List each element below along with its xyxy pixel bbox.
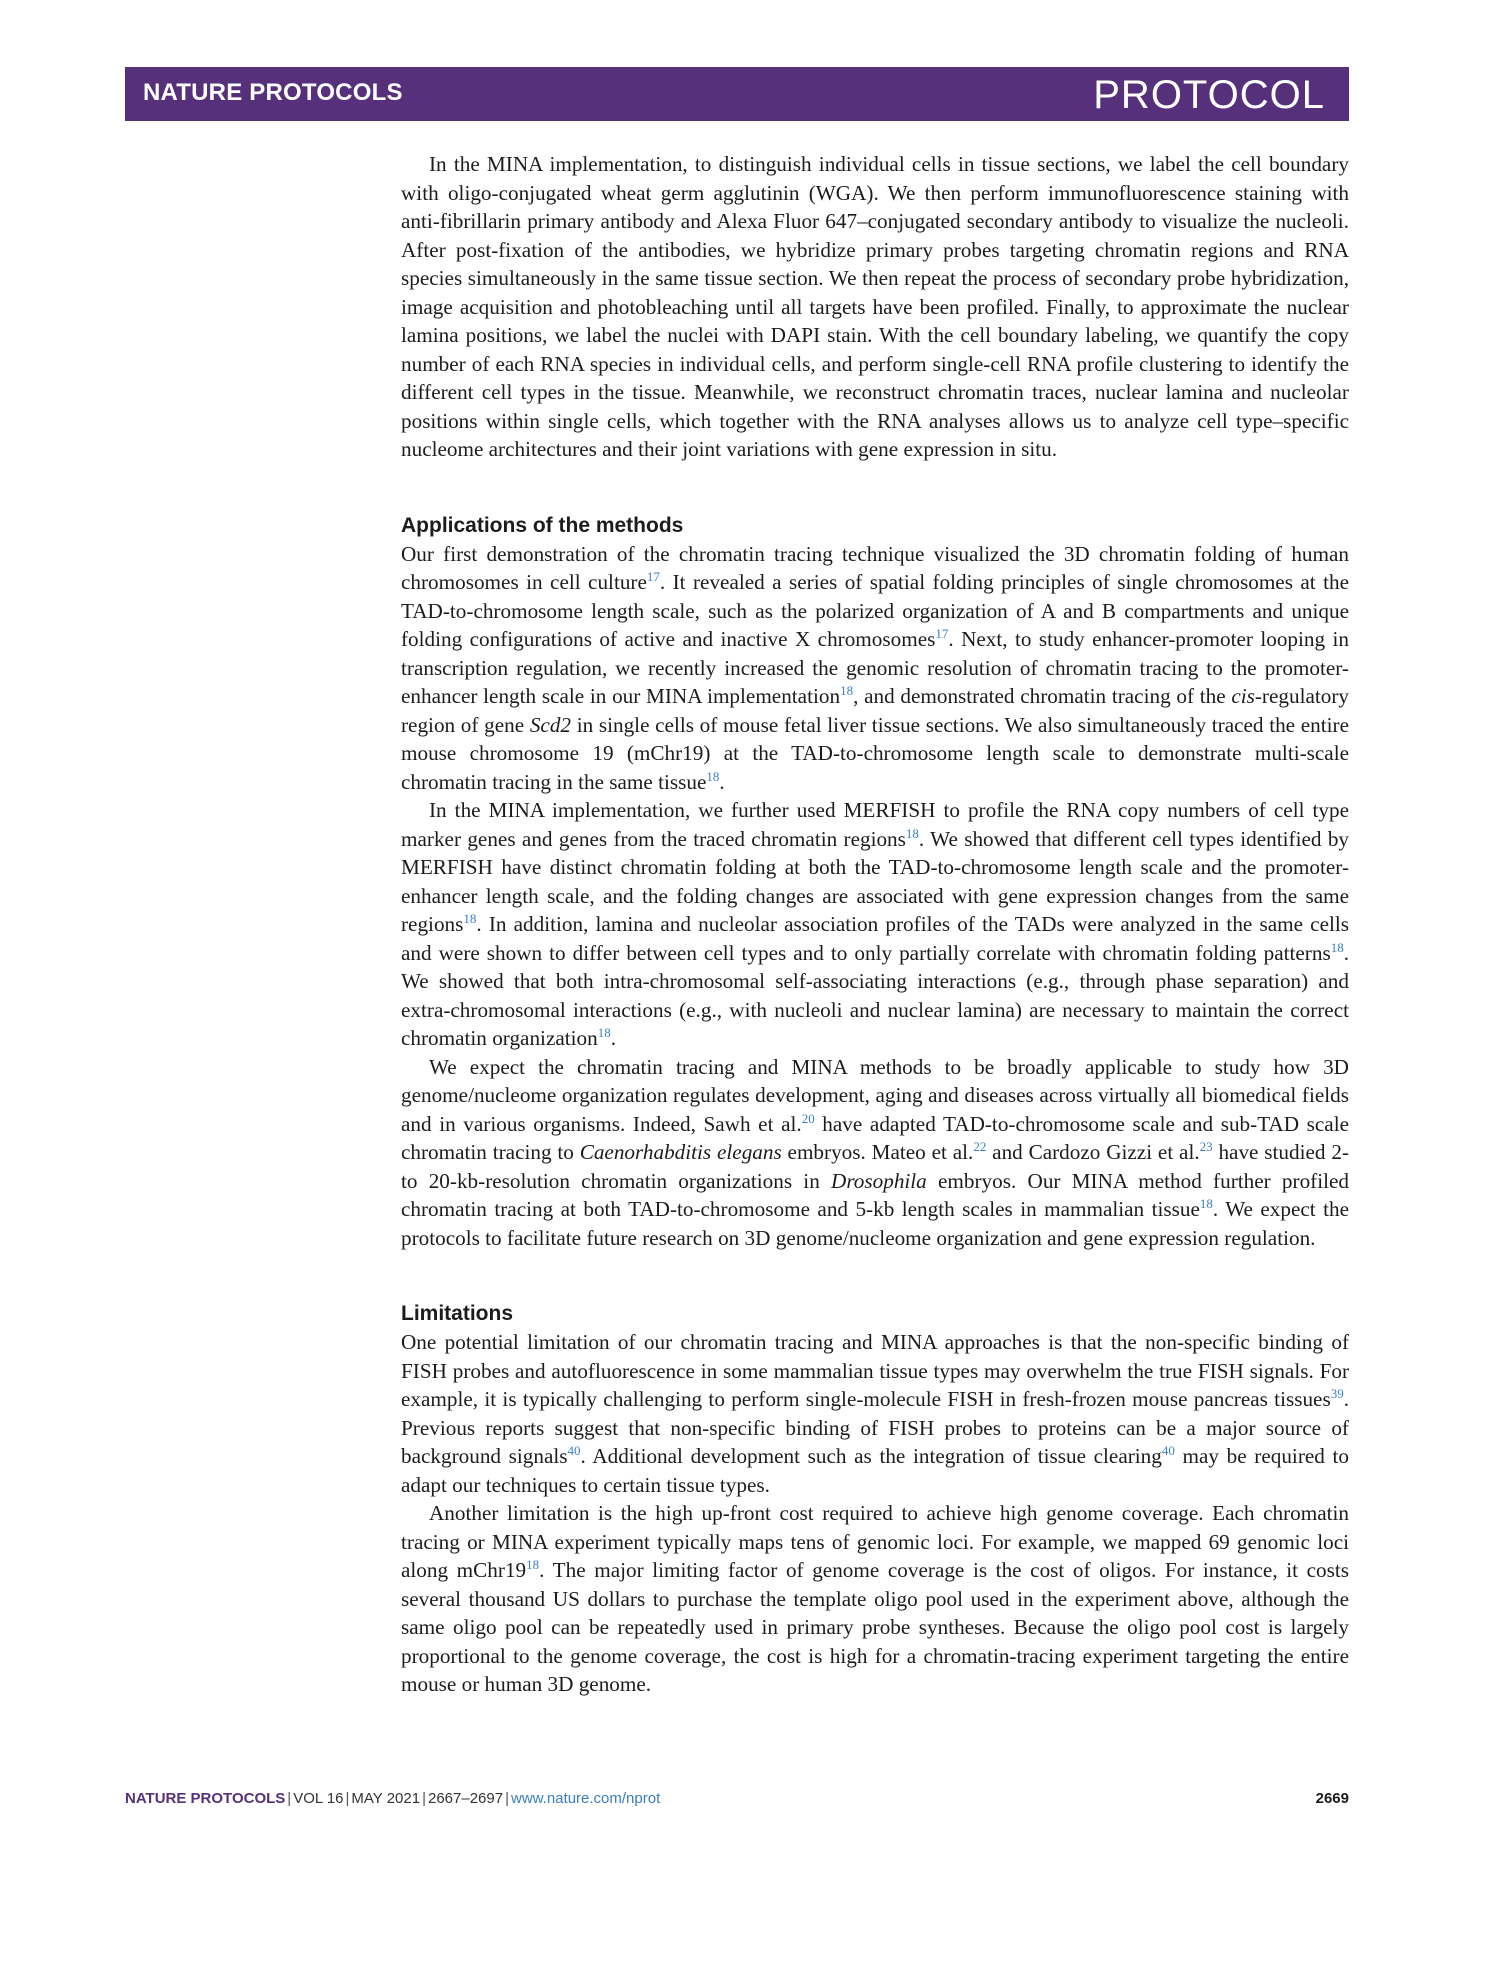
citation-link[interactable]: 22 <box>973 1139 987 1154</box>
footer-journal-name: NATURE PROTOCOLS <box>125 1790 286 1807</box>
applications-paragraph-2: In the MINA implementation, we further used MERFISH to profile the RNA copy numbers of cell type marker genes and genes from the traced chromatin regions$^{18}$. We showed that different cell types identified by MERFISH have distinct chromatin folding at both the TAD-to-chromosome length scale and the promoter-enhancer length scale, and the folding changes are associated with gene expression changes from the same regions$^{18}$. In addition, lamina and nucleolar association profiles of the TADs were analyzed in the same cells and were shown to differ between cell types and to only partially correlate with chromatin folding patterns$^{18}$. We showed that both intra-chromosomal self-associating interactions (e.g., through phase separation) and extra-chromosomal interactions (e.g., with nucleoli and nuclear lamina) are necessary to maintain the correct chromatin organization$^{18}$. <box>401 798 1350 1050</box>
citation-link[interactable]: 18 <box>597 1025 611 1040</box>
citation-link[interactable]: 18 <box>840 683 854 698</box>
citation-link[interactable]: 17 <box>935 626 949 641</box>
applications-paragraph-1: Our first demonstration of the chromatin tracing technique visualized the 3D chromatin folding of human chromosomes in cell culture$^{17}$. It revealed a series of spatial folding principles of single chromosomes at the TAD-to-chromosome length scale, such as the polarized organization of A and B compartments and unique folding configurations of active and inactive X chromosomes$^{17}$. Next, to study enhancer-promoter looping in transcription regulation, we recently increased the genomic resolution of chromatin tracing to the promoter-enhancer length scale in our MINA implementation$^{18}$, and demonstrated chromatin tracing of the cis-regulatory region of gene Scd2 in single cells of mouse fetal liver tissue sections. We also simultaneously traced the entire mouse chromosome 19 (mChr19) at the TAD-to-chromosome length scale to demonstrate multi-scale chromatin tracing in the same tissue$^{18}$. <box>401 541 1350 794</box>
limitations-heading: Limitations <box>401 1302 514 1325</box>
citation-link[interactable]: 18 <box>1199 1196 1213 1211</box>
footer-volume: VOL 16 <box>293 1790 344 1807</box>
citation-link[interactable]: 18 <box>905 825 919 841</box>
citation-link[interactable]: 17 <box>646 569 660 584</box>
citation-link[interactable]: 18 <box>706 768 720 784</box>
citation-link[interactable]: 18 <box>463 911 477 926</box>
footer-page-range: 2667–2697 <box>428 1790 504 1807</box>
footer-date: MAY 2021 <box>351 1790 421 1807</box>
citation-link[interactable]: 18 <box>1330 939 1344 955</box>
footer-url-link[interactable]: www.nature.com/nprot <box>511 1790 661 1807</box>
article-body <box>401 150 1349 1699</box>
applications-heading: Applications of the methods <box>401 513 684 537</box>
citation-link[interactable]: 40 <box>1161 1443 1175 1458</box>
citation-link[interactable]: 20 <box>801 1110 815 1126</box>
citation-link[interactable]: 40 <box>567 1443 581 1458</box>
page-number: 2669 <box>1315 1790 1349 1807</box>
citation-link[interactable]: 18 <box>526 1557 540 1572</box>
section-label: PROTOCOL <box>1093 73 1325 117</box>
journal-name: NATURE PROTOCOLS <box>143 79 403 106</box>
limitations-paragraph-2: Another limitation is the high up-front cost required to achieve high genome coverage. Each chromatin tracing or MINA experiment typically maps tens of genomic loci. For example, we mapped 69 genomic loci along mChr19$^{18}$. The major limiting factor of genome coverage is the cost of oligos. For instance, it costs several thousand US dollars to purchase the template oligo pool used in the experiment above, although the same oligo pool can be repeatedly used in primary probe syntheses. Because the oligo pool cost is largely proportional to the genome coverage, the cost is high for a chromatin-tracing experiment targeting the entire mouse or human 3D genome. <box>401 1501 1349 1696</box>
journal-header-bar <box>125 67 1349 121</box>
citation-link[interactable]: 23 <box>1199 1139 1213 1154</box>
citation-link[interactable]: 39 <box>1330 1386 1344 1401</box>
page-footer: NATURE PROTOCOLS | VOL 16 | MAY 2021 | 2667–2697 | www.nature.com/nprot 2669 <box>125 1790 1349 1807</box>
intro-paragraph: In the MINA implementation, to distinguish individual cells in tissue sections, we label the cell boundary with oligo-conjugated wheat germ agglutinin (WGA). We then perform immunofluorescence staining with anti-fibrillarin primary antibody and Alexa Fluor 647–conjugated secondary antibody to visualize the nucleoli. After post-fixation of the antibodies, we hybridize primary probes targeting chromatin regions and RNA species simultaneously in the same tissue section. We then repeat the process of secondary probe hybridization, image acquisition and photobleaching until all targets have been profiled. Finally, to approximate the nuclear lamina positions, we label the nuclei with DAPI stain. With the cell boundary labeling, we quantify the copy number of each RNA species in individual cells, and perform single-cell RNA profile clustering to identify the different cell types in the tissue. Meanwhile, we reconstruct chromatin traces, nuclear lamina and nucleolar positions within single cells, which together with the RNA analyses allows us to analyze cell type–specific nucleome architectures and their joint variations with gene expression in situ. <box>401 152 1349 461</box>
limitations-paragraph-1: One potential limitation of our chromatin tracing and MINA approaches is that the non-specific binding of FISH probes and autofluorescence in some mammalian tissue types may overwhelm the true FISH signals. For example, it is typically challenging to perform single-molecule FISH in fresh-frozen mouse pancreas tissues$^{39}$. Previous reports suggest that non-specific binding of FISH probes to proteins can be a major source of background signals$^{40}$. Additional development such as the integration of tissue clearing$^{40}$ may be required to adapt our techniques to certain tissue types. <box>401 1330 1349 1497</box>
applications-paragraph-3: We expect the chromatin tracing and MINA methods to be broadly applicable to study how 3D genome/nucleome organization regulates development, aging and diseases across virtually all biomedical fields and in various organisms. Indeed, Sawh et al.$^{20}$ have adapted TAD-to-chromosome scale and sub-TAD scale chromatin tracing to Caenorhabditis elegans embryos. Mateo et al.$^{22}$ and Cardozo Gizzi et al.$^{23}$ have studied 2- to 20-kb-resolution chromatin organizations in Drosophila embryos. Our MINA method further profiled chromatin tracing at both TAD-to-chromosome and 5-kb length scales in mammalian tissue$^{18}$. We expect the protocols to facilitate future research on 3D genome/nucleome organization and gene expression regulation. <box>401 1054 1350 1250</box>
